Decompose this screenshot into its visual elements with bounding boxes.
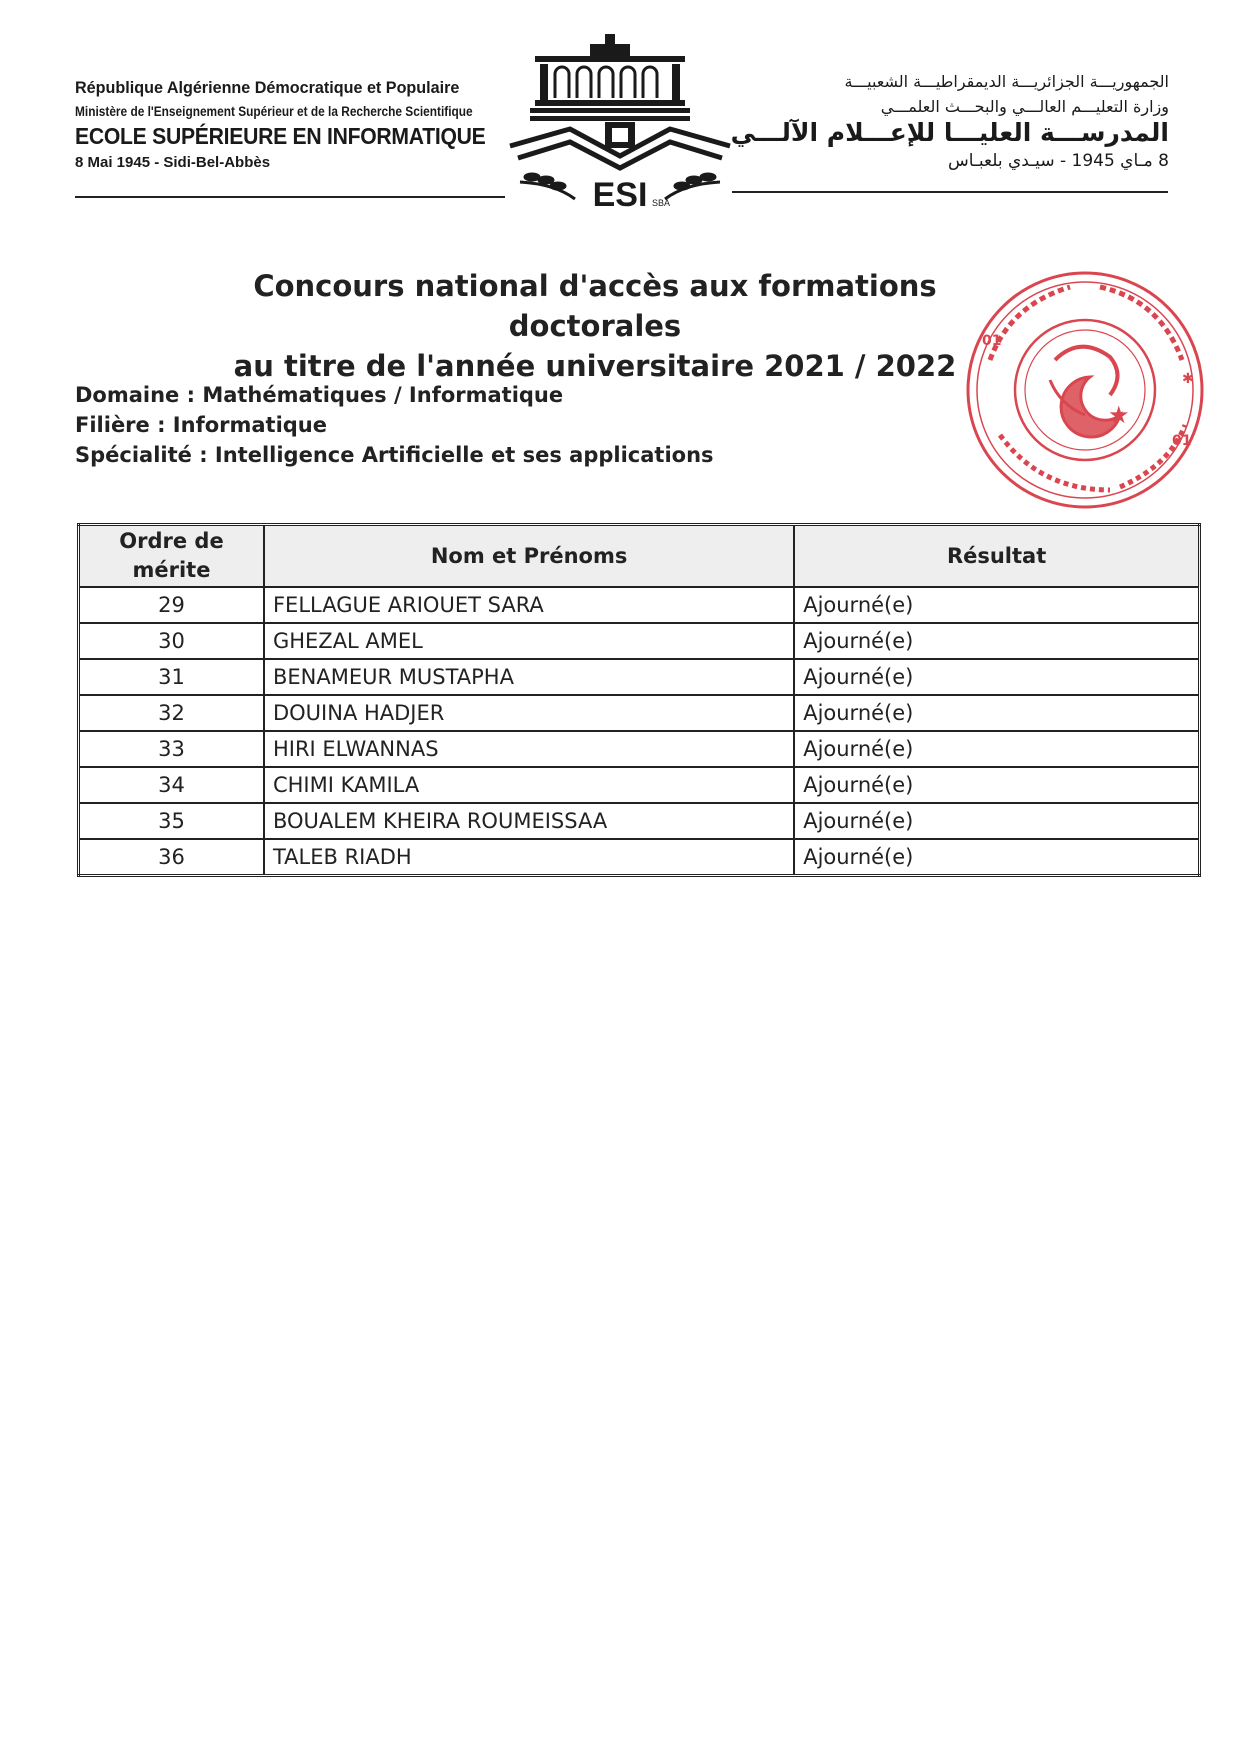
cell-resultat: Ajourné(e) [794, 767, 1199, 803]
domain-line: Domaine : Mathématiques / Informatique [75, 383, 564, 407]
table-row [79, 767, 1200, 803]
cell-resultat: Ajourné(e) [794, 659, 1199, 695]
cell-ordre: 30 [79, 623, 264, 659]
cell-resultat: Ajourné(e) [794, 695, 1199, 731]
cell-ordre: 33 [79, 731, 264, 767]
cell-ordre: 32 [79, 695, 264, 731]
title-line-1: Concours national d'accès aux formations doctorales [253, 269, 937, 343]
program-details [75, 380, 714, 470]
ministry-name-ar: وزارة التعليـــم العالـــي والبحـــث العلمـــي [880, 97, 1169, 116]
logo-text: ESI [592, 176, 648, 214]
stamp-star-icon: ★ [1108, 401, 1130, 429]
table-row [79, 623, 1200, 659]
header-resultat: Résultat [794, 525, 1199, 588]
filiere-line: Filière : Informatique [75, 413, 327, 437]
title-line-2: au titre de l'année universitaire 2021 / 2022 [233, 349, 957, 383]
cell-ordre: 31 [79, 659, 264, 695]
cell-nom: FELLAGUE ARIOUET SARA [264, 587, 794, 623]
header-left [75, 78, 535, 171]
table-row [79, 803, 1200, 839]
table-row [79, 587, 1200, 623]
cell-ordre: 34 [79, 767, 264, 803]
header-nom: Nom et Prénoms [264, 525, 794, 588]
republic-name-fr: République Algérienne Démocratique et Populaire [75, 78, 460, 97]
school-name-ar: المدرســـة العليـــا للإعـــلام الآلـــي [730, 118, 1169, 147]
cell-resultat: Ajourné(e) [794, 731, 1199, 767]
cell-nom: BOUALEM KHEIRA ROUMEISSAA [264, 803, 794, 839]
stamp-small-star-icon: ✱ [1182, 371, 1194, 387]
school-address-fr: 8 Mai 1945 - Sidi-Bel-Abbès [75, 154, 271, 171]
header-rule-left [75, 196, 505, 198]
table-row [79, 659, 1200, 695]
logo-subtext: SBA [652, 198, 671, 208]
cell-nom: CHIMI KAMILA [264, 767, 794, 803]
cell-ordre: 29 [79, 587, 264, 623]
official-stamp [960, 265, 1210, 515]
header-ordre: Ordre de mérite [79, 525, 264, 588]
cell-resultat: Ajourné(e) [794, 839, 1199, 876]
cell-nom: GHEZAL AMEL [264, 623, 794, 659]
document-title [180, 266, 1010, 386]
table-row [79, 731, 1200, 767]
cell-nom: TALEB RIADH [264, 839, 794, 876]
results-table [77, 523, 1201, 877]
cell-ordre: 36 [79, 839, 264, 876]
table-row [79, 839, 1200, 876]
cell-resultat: Ajourné(e) [794, 803, 1199, 839]
school-name-fr: ECOLE SUPÉRIEURE EN INFORMATIQUE [75, 123, 486, 149]
cell-resultat: Ajourné(e) [794, 587, 1199, 623]
cell-nom: HIRI ELWANNAS [264, 731, 794, 767]
header-rule-right [732, 191, 1168, 193]
cell-resultat: Ajourné(e) [794, 623, 1199, 659]
republic-name-ar: الجمهوريـــة الجزائريـــة الديمقراطيـــة الشعبيـــة [844, 72, 1169, 91]
cell-nom: BENAMEUR MUSTAPHA [264, 659, 794, 695]
cell-nom: DOUINA HADJER [264, 695, 794, 731]
table-row [79, 695, 1200, 731]
ministry-name-fr: Ministère de l'Enseignement Supérieur et de la Recherche Scientifique [75, 104, 473, 119]
specialty-line: Spécialité : Intelligence Artificielle et ses applications [75, 443, 714, 467]
school-address-ar: 8 مـاي 1945 - سيـدي بلعبـاس [947, 151, 1169, 171]
stamp-number-left: 01 [982, 333, 1002, 349]
header-right [730, 72, 1169, 171]
esi-logo [500, 34, 740, 214]
stamp-number-right: 01 [1172, 433, 1192, 449]
cell-ordre: 35 [79, 803, 264, 839]
table-header-row [79, 525, 1200, 588]
